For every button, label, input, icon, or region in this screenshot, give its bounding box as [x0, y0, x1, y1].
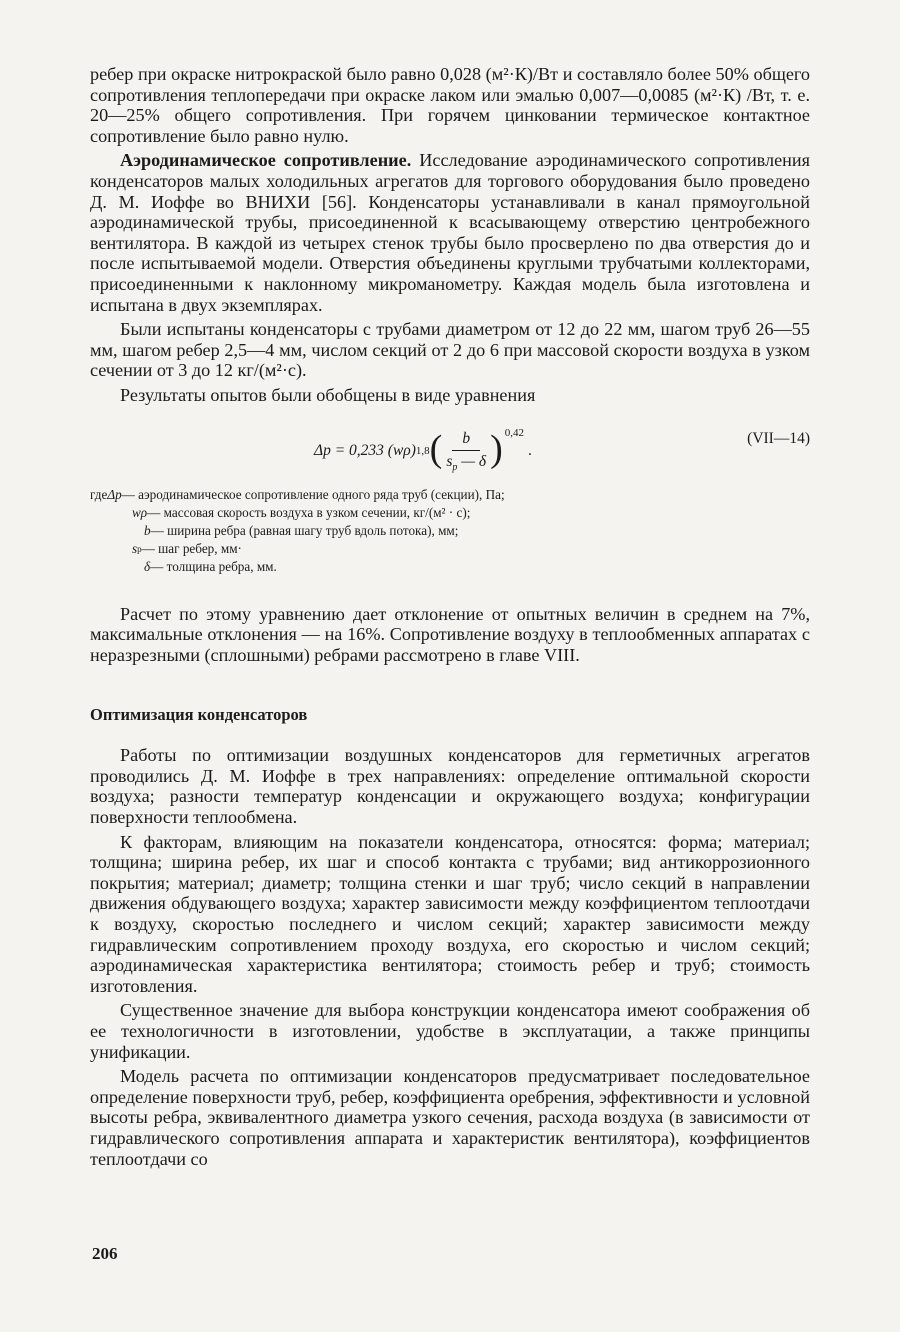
page-number: 206 [92, 1244, 118, 1263]
legend-symbol: wρ [132, 504, 148, 520]
page-body [90, 64, 810, 1169]
den-subscript: р [452, 461, 458, 473]
legend-text: — аэродинамическое сопротивление одного ряда труб (секции), Па; [121, 486, 505, 502]
fraction [446, 430, 486, 473]
legend-item [90, 504, 810, 522]
equation-exponent-2: 0,42 [504, 427, 525, 440]
legend-text: — толщина ребра, мм. [150, 558, 277, 574]
right-paren: ) [490, 428, 503, 471]
legend-symbol: s [132, 540, 138, 556]
paragraph-optimization: Работы по оптимизации воздушных конденсаторов для герметичных агрегатов проводились Д. М. Иоффе в трех направлениях: определение оптимальной скорости воздуха; разности температур конденсации и окружающего воздуха; конфигурации поверхности теплообмена. [90, 745, 810, 828]
paragraph-model: Модель расчета по оптимизации конденсаторов предусматривает последовательное определение поверхности труб, ребер, коэффициента оребрения, эффективности и условной высоты ребра, эквивалентного диаметра узкого сечения, расхода воздуха (в зависимости от гидравлического сопротивления аппарата и характеристик вентилятора), коэффициентов теплоотдачи со [90, 1066, 810, 1169]
paragraph-continuation: ребер при окраске нитрокраской было равно 0,028 (м²·К)/Вт и составляло более 50% общего сопротивления теплопередачи при окраске лаком или эмалью 0,007—0,0085 (м²·К) /Вт, т. е. 20—25% общего сопротивления. При горячем цинковании термическое контактное сопротивление было равно нулю. [90, 64, 810, 146]
left-paren: ( [429, 428, 443, 471]
legend-prefix: где [90, 486, 108, 502]
legend-symbol: b [144, 522, 151, 538]
legend-item [90, 558, 810, 576]
paragraph-considerations: Существенное значение для выбора конструкции конденсатора имеют соображения об ее технологичности в изготовлении, удобстве в эксплуатации, а также принципы унификации. [90, 1000, 810, 1062]
equation-lhs: Δp = 0,233 (wρ) [314, 442, 416, 460]
den-rest: — δ [457, 452, 487, 470]
equation-vii-14 [90, 416, 810, 482]
paragraph-text: Исследование аэродинамического сопротивления конденсаторов малых холодильных агрегатов для торгового оборудования было проведено Д. М. Иоффе во ВНИХИ [56]. Конденсаторы устанавливали в канал прямоугольной аэродинамической трубы, присоединенной к всасывающему отверстию центробежного вентилятора. В каждой из четырех стенок трубы было просверлено по два отверстия до и после испытываемой модели. Отверстия объединены круглыми трубчатыми коллекторами, присоединенными к наклонному микроманометру. Каждая модель была изготовлена и испытана в двух экземплярах. [90, 150, 811, 315]
legend-text: — шаг ребер, мм· [141, 540, 242, 556]
legend-text: — ширина ребра (равная шагу труб вдоль потока), мм; [150, 522, 459, 538]
paragraph-deviation: Расчет по этому уравнению дает отклонение от опытных величин в среднем на 7%, максимальные отклонения — на 16%. Сопротивление воздуху в теплообменных аппаратах с неразрезными (сплошными) ребрами рассмотрено в главе VIII. [90, 603, 810, 665]
equation-body [314, 427, 532, 473]
legend-item [90, 486, 810, 504]
legend-text: — массовая скорость воздуха в узком сечении, кг/(м² · с); [147, 504, 471, 520]
paragraph-results: Результаты опытов были обобщены в виде уравнения [120, 384, 536, 405]
paragraph-tested: Были испытаны конденсаторы с трубами диаметром от 12 до 22 мм, шагом труб 26—55 мм, шагом ребер 2,5—4 мм, числом секций от 2 до 6 при массовой скорости воздуха в узком сечении от 3 до 12 кг/(м²·с). [90, 319, 810, 381]
legend-symbol: Δp [107, 486, 122, 502]
equation-legend [90, 486, 810, 576]
legend-subscript: р [137, 543, 142, 554]
equation-period: . [528, 442, 532, 460]
section-heading: Оптимизация конденсаторов [90, 705, 308, 725]
legend-item [90, 540, 810, 558]
section-run-in-title: Аэродинамическое сопротивление. [120, 150, 412, 171]
legend-symbol: δ [144, 558, 151, 574]
paragraph-factors: К факторам, влияющим на показатели конденсатора, относятся: форма; материал; толщина; ширина ребер, их шаг и способ контакта с трубами; вид антикоррозионного покрытия; материал; диаметр; толщина стенки и шаг труб; число секций в направлении движения обдувающего воздуха; характер зависимости между коэффициентом теплоотдачи к воздуху, скоростью последнего и числом секций; характер зависимости между гидравлическим сопротивлением проходу воздуха, его скоростью и числом секций; аэродинамическая характеристика вентилятора; стоимость ребер и труб; стоимость изготовления. [90, 831, 810, 996]
fraction-denominator [446, 451, 486, 473]
equation-exponent-1: 1,8 [415, 445, 430, 458]
den-symbol: s [446, 452, 453, 470]
legend-item [90, 522, 810, 540]
fraction-numerator: b [452, 430, 480, 451]
paragraph-aerodynamic [90, 150, 810, 315]
equation-number: (VII—14) [747, 429, 810, 447]
